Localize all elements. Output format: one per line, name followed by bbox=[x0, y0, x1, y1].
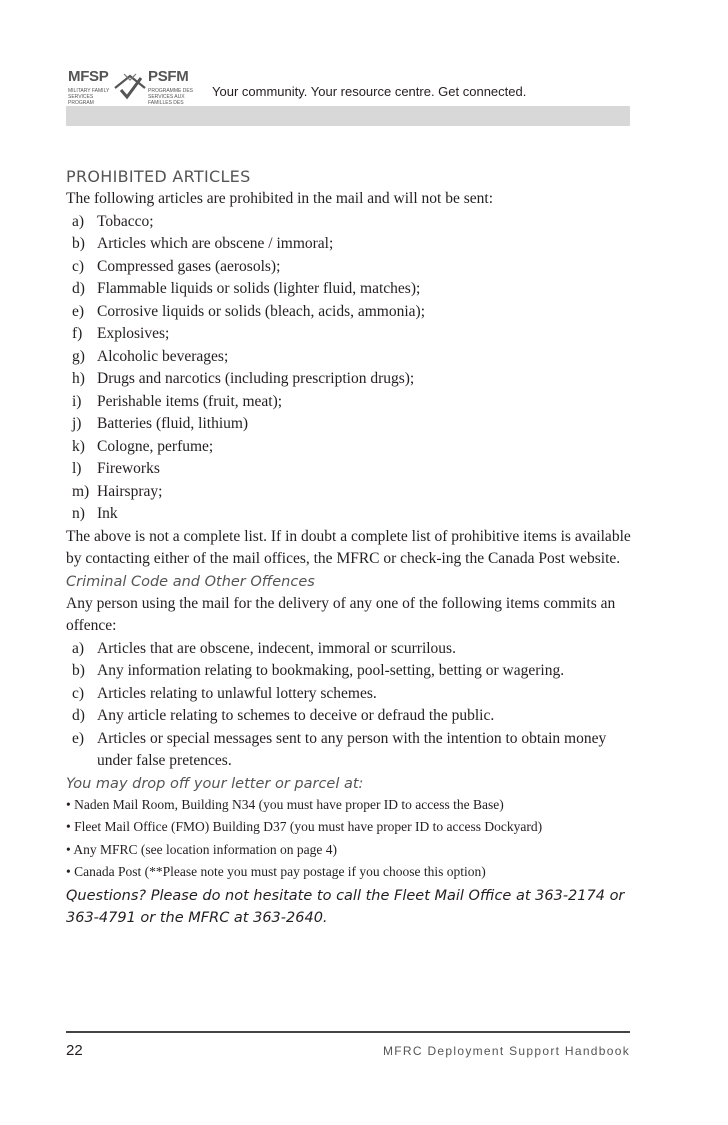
list-marker: c) bbox=[72, 684, 85, 702]
criminal-code-heading: Criminal Code and Other Offences bbox=[66, 573, 315, 590]
list-item-text: Perishable items (fruit, meat); bbox=[97, 392, 283, 410]
dropoff-heading: You may drop off your letter or parcel at: bbox=[66, 775, 364, 792]
list-item bbox=[66, 211, 632, 234]
list-item bbox=[66, 278, 632, 301]
list-item-text: Hairspray; bbox=[97, 482, 163, 500]
prohibited-articles-list bbox=[66, 211, 632, 526]
list-marker: a) bbox=[72, 639, 85, 657]
list-item bbox=[66, 660, 632, 683]
criminal-offences-list bbox=[66, 638, 632, 773]
list-item-text: Drugs and narcotics (including prescription drugs); bbox=[97, 370, 415, 387]
list-item-text: Any information relating to bookmaking, pool-setting, betting or wagering. bbox=[97, 662, 565, 679]
list-marker: f) bbox=[72, 325, 83, 342]
list-item-text: Cologne, perfume; bbox=[97, 437, 214, 455]
list-item bbox=[66, 368, 632, 391]
list-marker: b) bbox=[72, 662, 85, 679]
page-content bbox=[66, 166, 632, 930]
list-marker: c) bbox=[72, 257, 85, 275]
list-item-text: Articles that are obscene, indecent, immoral or scurrilous. bbox=[97, 639, 456, 657]
list-item: • Any MFRC (see location information on page 4) bbox=[66, 841, 337, 857]
list-item-text: Fireworks bbox=[97, 460, 160, 477]
logo-psfm-subtitle: PROGRAMME DES SERVICES AUX FAMILLES DES bbox=[148, 88, 194, 106]
logo-mfsp-title: MFSP bbox=[68, 68, 109, 85]
list-marker: a) bbox=[72, 212, 85, 230]
list-item bbox=[66, 705, 632, 728]
list-marker: k) bbox=[72, 437, 85, 455]
list-marker: b) bbox=[72, 235, 85, 252]
questions-contact: Questions? Please do not hesitate to call the Fleet Mail Office at 363-2174 or 363-4791 or the MFRC at 363-2640. bbox=[66, 887, 625, 926]
list-item-text: Tobacco; bbox=[97, 212, 154, 230]
list-item-text: Articles relating to unlawful lottery schemes. bbox=[97, 684, 377, 702]
list-item bbox=[66, 301, 632, 324]
list-item bbox=[66, 323, 632, 346]
list-marker: n) bbox=[72, 505, 85, 522]
logo-psfm-title: PSFM bbox=[148, 68, 189, 85]
house-check-icon bbox=[112, 70, 148, 102]
criminal-intro: Any person using the mail for the delivery of any one of the following items commits an offence: bbox=[66, 594, 616, 634]
list-item bbox=[66, 436, 632, 459]
list-item-text: Corrosive liquids or solids (bleach, acids, ammonia); bbox=[97, 302, 426, 320]
list-marker: g) bbox=[72, 347, 85, 365]
footer-rule bbox=[66, 1031, 630, 1033]
list-item: • Fleet Mail Office (FMO) Building D37 (you must have proper ID to access Dockyard) bbox=[66, 819, 543, 834]
page-number: 22 bbox=[66, 1042, 83, 1059]
list-item-text: Batteries (fluid, lithium) bbox=[97, 415, 249, 432]
list-item bbox=[66, 458, 632, 481]
list-marker: m) bbox=[72, 482, 90, 500]
list-item bbox=[66, 413, 632, 436]
logo-mfsp-subtitle: MILITARY FAMILY SERVICES PROGRAM bbox=[68, 88, 110, 106]
list-marker: d) bbox=[72, 707, 85, 724]
list-marker: d) bbox=[72, 280, 85, 297]
list-item bbox=[66, 233, 632, 256]
mfsp-psfm-logo bbox=[66, 68, 216, 108]
list-item: • Canada Post (**Please note you must pay postage if you choose this option) bbox=[66, 864, 486, 879]
dropoff-locations-list bbox=[66, 795, 632, 883]
prohibited-articles-heading: PROHIBITED ARTICLES bbox=[66, 167, 251, 186]
list-item-text: Articles or special messages sent to any person with the intention to obtain money under false pretences. bbox=[97, 729, 607, 769]
header-tagline: Your community. Your resource centre. Get connected. bbox=[212, 84, 527, 99]
list-item bbox=[66, 503, 632, 526]
list-item-text: Any article relating to schemes to deceive or defraud the public. bbox=[97, 707, 495, 724]
list-marker: i) bbox=[72, 392, 82, 410]
list-item bbox=[66, 728, 632, 773]
footer-handbook-title: MFRC Deployment Support Handbook bbox=[382, 1044, 630, 1058]
list-item bbox=[66, 638, 632, 661]
list-marker: l) bbox=[72, 460, 82, 477]
list-marker: h) bbox=[72, 370, 85, 387]
list-marker: e) bbox=[72, 302, 85, 320]
list-item-text: Alcoholic beverages; bbox=[97, 347, 229, 365]
list-item-text: Flammable liquids or solids (lighter fluid, matches); bbox=[97, 280, 421, 297]
list-item-text: Compressed gases (aerosols); bbox=[97, 257, 281, 275]
list-item bbox=[66, 346, 632, 369]
prohibited-intro: The following articles are prohibited in the mail and will not be sent: bbox=[66, 190, 493, 207]
list-item bbox=[66, 683, 632, 706]
list-item-text: Ink bbox=[97, 505, 118, 522]
list-marker: e) bbox=[72, 729, 85, 747]
list-marker: j) bbox=[72, 415, 82, 432]
list-item bbox=[66, 256, 632, 279]
header-grey-bar bbox=[66, 106, 630, 126]
prohibited-note: The above is not a complete list. If in doubt a complete list of prohibitive items is available by contacting either of the mail offices, the MFRC or check-ing the Canada Post website. bbox=[66, 527, 631, 567]
list-item bbox=[66, 391, 632, 414]
list-item-text: Articles which are obscene / immoral; bbox=[97, 235, 334, 252]
page-header bbox=[66, 62, 630, 126]
list-item bbox=[66, 481, 632, 504]
list-item: • Naden Mail Room, Building N34 (you must have proper ID to access the Base) bbox=[66, 796, 504, 812]
list-item-text: Explosives; bbox=[97, 325, 170, 342]
